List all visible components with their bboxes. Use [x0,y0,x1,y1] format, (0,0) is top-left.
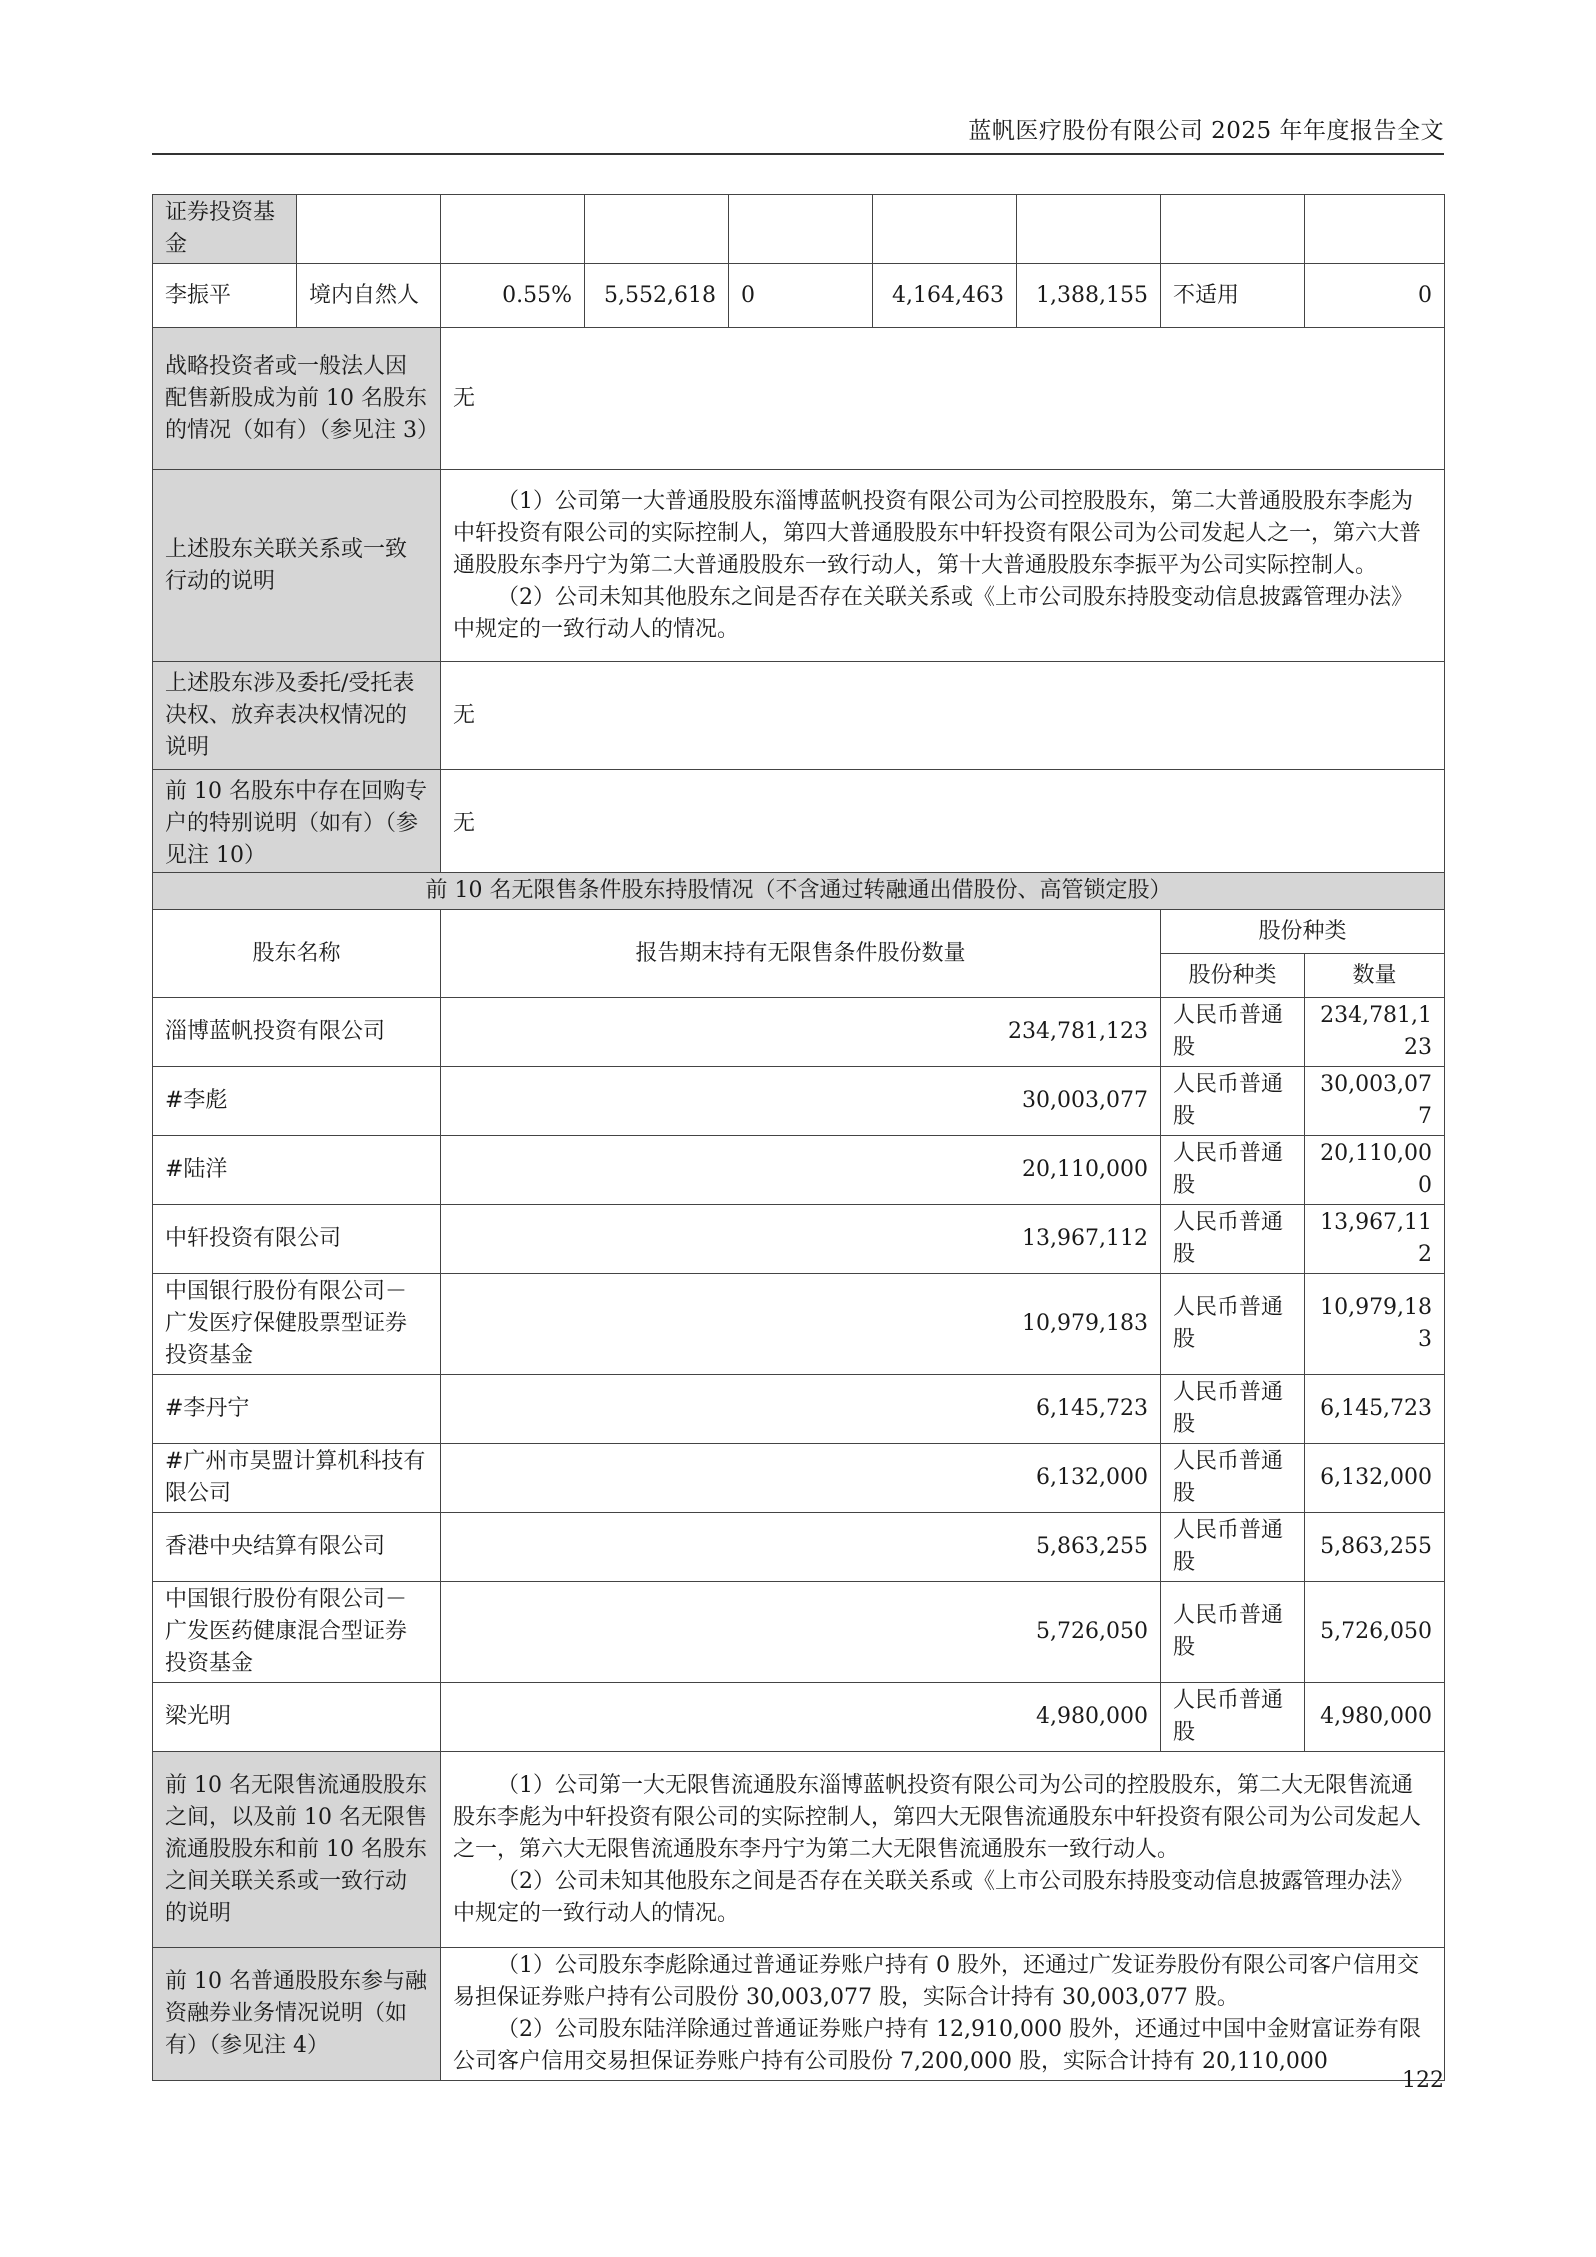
holder-name-cell: 中国银行股份有限公司－广发医药健康混合型证券投资基金 [153,1582,441,1683]
holder-quantity-cell: 10,979,183 [441,1274,1161,1375]
share-count-cell: 5,726,050 [1305,1582,1445,1683]
share-type-cell: 人民币普通股 [1161,1683,1305,1752]
holder-restricted-cell [873,195,1017,264]
related-party-paragraph: （1）公司第一大普通股股东淄博蓝帆投资有限公司为公司控股股东，第二大普通股股东李彪为中轩投资有限公司的实际控制人，第四大普通股股东中轩投资有限公司为公司发起人之一，第六大普通股股东李丹宁为第二大普通股股东一致行动人，第十大普通股股东李振平为公司实际控制人。 [453,488,1422,578]
margin-trading-label: 前 10 名普通股股东参与融资融券业务情况说明（如有）（参见注 4） [153,1948,441,2081]
holder-quantity-cell: 20,110,000 [441,1136,1161,1205]
holder-type-cell [297,195,441,264]
share-type-cell: 人民币普通股 [1161,1582,1305,1683]
repurchase-account-value: 无 [441,770,1445,878]
margin-trading-text [441,1948,1445,2081]
unrestricted-table-title: 前 10 名无限售条件股东持股情况（不含通过转融通出借股份、高管锁定股） [153,873,1445,910]
table-row [153,770,1445,878]
holder-quantity-cell: 5,863,255 [441,1513,1161,1582]
table-row [153,1948,1445,2081]
share-type-cell: 人民币普通股 [1161,1205,1305,1274]
holder-quantity-cell: 4,980,000 [441,1683,1161,1752]
holder-quantity-cell: 13,967,112 [441,1205,1161,1274]
table-row [153,195,1445,264]
holder-pct-cell [441,195,585,264]
table-row [153,1683,1445,1752]
table-row [153,264,1445,328]
holder-restricted-cell: 4,164,463 [873,264,1017,328]
related-party-paragraph: （2）公司未知其他股东之间是否存在关联关系或《上市公司股东持股变动信息披露管理办法》中规定的一致行动人的情况。 [453,584,1414,642]
holder-shares-cell: 5,552,618 [585,264,729,328]
table-row [153,1582,1445,1683]
pledge-status-cell: 不适用 [1161,264,1305,328]
column-header-quantity: 报告期末持有无限售条件股份数量 [441,910,1161,998]
table-row [153,1444,1445,1513]
share-count-cell: 20,110,000 [1305,1136,1445,1205]
holder-name-cell: #李丹宁 [153,1375,441,1444]
unrestricted-rows [153,998,1445,1752]
share-count-cell: 6,132,000 [1305,1444,1445,1513]
holder-quantity-cell: 234,781,123 [441,998,1161,1067]
unrestricted-relation-paragraph: （2）公司未知其他股东之间是否存在关联关系或《上市公司股东持股变动信息披露管理办法》中规定的一致行动人的情况。 [453,1868,1414,1926]
margin-trading-paragraph: （1）公司股东李彪除通过普通证券账户持有 0 股外，还通过广发证券股份有限公司客户信用交易担保证券账户持有公司股份 30,003,077 股，实际合计持有 30,003,077 股。 [453,1953,1419,2010]
column-header-share-type: 股份种类 [1161,954,1305,998]
table-row [153,1513,1445,1582]
table-row [153,1752,1445,1948]
share-type-cell: 人民币普通股 [1161,1136,1305,1205]
top-shareholders-table [152,194,1445,878]
margin-trading-paragraph: （2）公司股东陆洋除通过普通证券账户持有 12,910,000 股外，还通过中国中金财富证券有限公司客户信用交易担保证券账户持有公司股份 7,200,000 股，实际合计持有 20,110,000 [453,2017,1421,2074]
holder-unrestricted-cell [1017,195,1161,264]
pledge-qty-cell [1305,195,1445,264]
table-title-row [153,873,1445,910]
voting-proxy-label: 上述股东涉及委托/受托表决权、放弃表决权情况的说明 [153,662,441,770]
share-type-cell: 人民币普通股 [1161,1067,1305,1136]
unrestricted-relation-text [441,1752,1445,1948]
holder-name-cell: 中国银行股份有限公司－广发医疗保健股票型证券投资基金 [153,1274,441,1375]
page-number: 122 [1402,2068,1444,2093]
table-row [153,998,1445,1067]
table-row [153,1375,1445,1444]
holder-name-cell: 李振平 [153,264,297,328]
voting-proxy-value: 无 [441,662,1445,770]
share-count-cell: 4,980,000 [1305,1683,1445,1752]
share-type-cell: 人民币普通股 [1161,1274,1305,1375]
repurchase-account-label: 前 10 名股东中存在回购专户的特别说明（如有）（参见注 10） [153,770,441,878]
holder-type-cell: 境内自然人 [297,264,441,328]
share-type-cell: 人民币普通股 [1161,1513,1305,1582]
share-count-cell: 10,979,183 [1305,1274,1445,1375]
unrestricted-relation-label: 前 10 名无限售流通股股东之间，以及前 10 名无限售流通股股东和前 10 名股东之间关联关系或一致行动的说明 [153,1752,441,1948]
column-header-name: 股东名称 [153,910,441,998]
table-row [153,328,1445,470]
header-divider [152,153,1444,155]
holder-name-cell: 证券投资基金 [153,195,297,264]
related-party-text [441,470,1445,662]
holder-name-cell: 香港中央结算有限公司 [153,1513,441,1582]
holder-name-cell: 中轩投资有限公司 [153,1205,441,1274]
pledge-status-cell [1161,195,1305,264]
table-row [153,1067,1445,1136]
share-count-cell: 234,781,123 [1305,998,1445,1067]
share-count-cell: 13,967,112 [1305,1205,1445,1274]
share-count-cell: 6,145,723 [1305,1375,1445,1444]
holder-quantity-cell: 30,003,077 [441,1067,1161,1136]
share-count-cell: 30,003,077 [1305,1067,1445,1136]
holder-quantity-cell: 6,145,723 [441,1375,1161,1444]
strategic-investor-label: 战略投资者或一般法人因配售新股成为前 10 名股东的情况（如有）（参见注 3） [153,328,441,470]
holder-unrestricted-cell: 1,388,155 [1017,264,1161,328]
table-row [153,1205,1445,1274]
holder-quantity-cell: 6,132,000 [441,1444,1161,1513]
holder-pct-cell: 0.55% [441,264,585,328]
column-header-share-count: 数量 [1305,954,1445,998]
holder-name-cell: #李彪 [153,1067,441,1136]
holder-name-cell: 梁光明 [153,1683,441,1752]
column-header-share-class: 股份种类 [1161,910,1445,954]
table-row [153,662,1445,770]
unrestricted-relation-paragraph: （1）公司第一大无限售流通股东淄博蓝帆投资有限公司为公司的控股股东，第二大无限售流通股东李彪为中轩投资有限公司的实际控制人，第四大无限售流通股东中轩投资有限公司为公司发起人之一，第六大无限售流通股东李丹宁为第二大无限售流通股东一致行动人。 [453,1772,1422,1862]
unrestricted-shareholders-table [152,872,1445,2081]
table-row [153,470,1445,662]
share-type-cell: 人民币普通股 [1161,1375,1305,1444]
holder-name-cell: 淄博蓝帆投资有限公司 [153,998,441,1067]
holder-shares-cell [585,195,729,264]
holder-quantity-cell: 5,726,050 [441,1582,1161,1683]
related-party-label: 上述股东关联关系或一致行动的说明 [153,470,441,662]
holder-change-cell [729,195,873,264]
report-header-title: 蓝帆医疗股份有限公司 2025 年年度报告全文 [968,118,1444,144]
pledge-qty-cell: 0 [1305,264,1445,328]
share-count-cell: 5,863,255 [1305,1513,1445,1582]
holder-change-cell: 0 [729,264,873,328]
share-type-cell: 人民币普通股 [1161,1444,1305,1513]
share-type-cell: 人民币普通股 [1161,998,1305,1067]
table-row [153,1136,1445,1205]
table-row [153,1274,1445,1375]
table-header-row [153,910,1445,954]
holder-name-cell: #广州市昊盟计算机科技有限公司 [153,1444,441,1513]
strategic-investor-value: 无 [441,328,1445,470]
holder-name-cell: #陆洋 [153,1136,441,1205]
